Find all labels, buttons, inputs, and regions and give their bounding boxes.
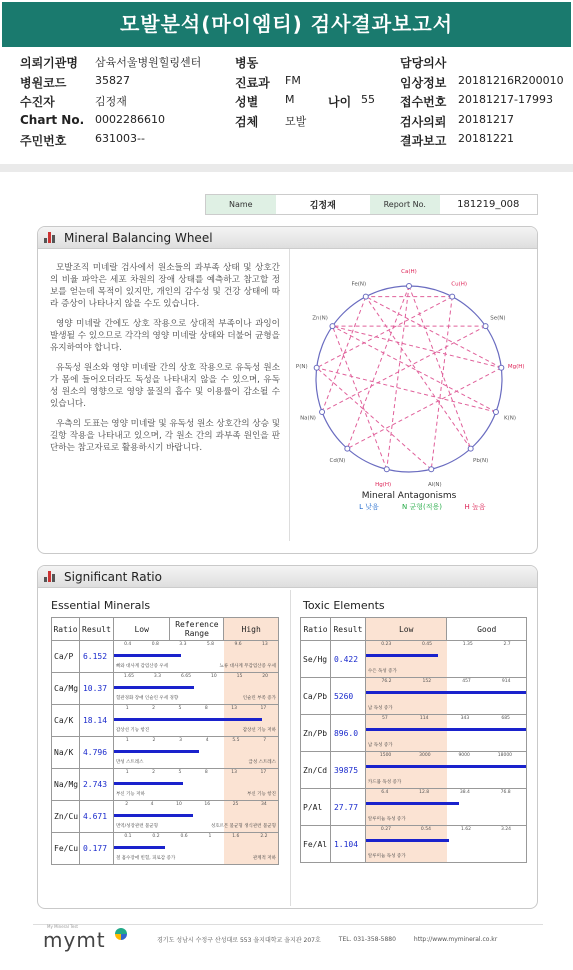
wheel-node-label: Fe(N) (351, 281, 367, 288)
antagonism-link (317, 368, 496, 412)
ratio-scale (113, 673, 278, 705)
scale-tick: 0.45 (422, 642, 433, 647)
scale-tick: 17 (260, 770, 267, 775)
wheel-node (493, 409, 498, 414)
ratio-bar (366, 839, 449, 842)
report-title: 모발분석(마이엠티) 검사결과보고서 (2, 2, 571, 47)
sex-value: M (285, 93, 295, 106)
scale-tick: 25 (232, 802, 239, 807)
scale-tick: 2 (125, 802, 129, 807)
ratio-row (301, 641, 527, 678)
rrn-label: 주민번호 (20, 134, 67, 148)
scale-tick: 18000 (497, 753, 513, 758)
legend-low: L 낮음 (359, 503, 379, 511)
ratio-result: 896.0 (330, 715, 365, 752)
toxic-header-good: Good (447, 618, 527, 641)
scale-tick: 16 (204, 802, 211, 807)
ratio-row (301, 752, 527, 789)
scale-tick: 3000 (419, 753, 431, 758)
ratio-result: 0.177 (79, 833, 113, 865)
antagonism-link (387, 286, 409, 469)
wheel-paragraph: 모발조직 미네랄 검사에서 원소들의 과부족 상태 및 상호간의 비율 파악은 세포 차원의 장애 상태를 예측하고 참고할 정보를 얻는데 목적이 있지만, 개인의 감수성 및 건강 상태에 따라 증상이 나타나지 않을 수도 있습니다. (50, 263, 280, 309)
doctor-label: 담당의사 (400, 56, 447, 70)
wheel-node (320, 409, 325, 414)
age-value: 55 (361, 93, 375, 106)
scale-tick: 2.7 (503, 642, 511, 647)
scale-tick: 34 (260, 802, 267, 807)
high-note: 관계적 저하 (252, 856, 276, 861)
ratio-panel-header (38, 566, 537, 588)
scale-ticks (114, 738, 278, 743)
high-note: 성호르몬 불균형 생식관련 불균형 (210, 824, 276, 829)
scale-tick: 4 (150, 802, 154, 807)
antagonism-link (317, 297, 453, 368)
brand-logo (43, 923, 127, 952)
scale-tick: 5.5 (232, 738, 240, 743)
name-value: 김정재 (309, 201, 336, 211)
wheel-node-label: Hg(H) (375, 481, 392, 488)
ratio-scale (365, 715, 526, 752)
antagonism-link (431, 297, 452, 470)
scale-tick: 2 (152, 738, 156, 743)
scale-tick: 0.4 (124, 642, 132, 647)
specimen-label: 검체 (235, 114, 259, 129)
essential-table (51, 617, 279, 865)
scale-tick: 0.23 (381, 642, 392, 647)
low-note: 면역/성장관련 불균형 (115, 824, 159, 829)
scale-tick: 3.3 (179, 642, 187, 647)
wheel-node (407, 284, 412, 289)
scale-tick: 20 (262, 674, 269, 679)
low-note: 알루미늄 독성 증가 (367, 817, 406, 822)
ratio-row (52, 801, 279, 833)
scale-tick: 1 (125, 738, 129, 743)
scale-tick: 2.2 (260, 834, 268, 839)
institution-label: 의뢰기관명 (20, 56, 78, 70)
legend-normal: N 균형(적용) (402, 503, 442, 511)
low-note: 혈관경화 장애 인슐린 우세 경향 (115, 696, 179, 701)
hospcode-value: 35827 (95, 73, 130, 87)
scale-tick: 0.8 (151, 642, 159, 647)
scale-tick: 10 (210, 674, 217, 679)
ratio-bar (366, 691, 526, 694)
ratio-bar (366, 765, 526, 768)
scale-tick: 9000 (458, 753, 470, 758)
high-note: 인슐린 부족 증가 (242, 696, 276, 701)
low-note: 카드뮴 독성 증가 (367, 780, 402, 785)
low-note: 알루미늄 독성 증가 (367, 854, 406, 859)
wheel-node (345, 446, 350, 451)
scale-tick: 1500 (379, 753, 392, 758)
wheel-node-label: Cd(N) (329, 457, 346, 464)
scale-tick: 1.35 (462, 642, 473, 647)
report-label: 결과보고 (400, 134, 447, 148)
ratio-row (301, 826, 527, 863)
low-note: 갑상선 기능 항진 (115, 728, 150, 733)
ratio-bar (366, 728, 526, 731)
toxic-header-low: Low (365, 618, 447, 641)
scale-tick: 17 (260, 706, 267, 711)
ratio-name: Fe/Al (301, 826, 331, 863)
scale-tick: 0.2 (152, 834, 160, 839)
wheel-panel-header (38, 227, 537, 249)
scale-tick: 8 (204, 706, 208, 711)
scale-ticks (114, 674, 278, 679)
toxic-table (300, 617, 527, 863)
scale-tick: 3 (179, 738, 182, 743)
low-note: 납 독성 증가 (367, 706, 393, 711)
wheel-title: Mineral Balancing Wheel (64, 230, 213, 245)
ratio-name: Zn/Cu (52, 801, 80, 833)
wheel-node (483, 324, 488, 329)
scale-tick: 1.62 (460, 827, 471, 832)
scale-ticks (366, 679, 526, 684)
chart-label: Chart No. (20, 112, 85, 127)
scale-tick: 6.4 (381, 790, 389, 795)
ratio-row (301, 678, 527, 715)
wheel-caption: Mineral Antagonisms (361, 491, 457, 501)
age-label: 나이 (328, 95, 352, 109)
ratio-result: 18.14 (79, 705, 113, 737)
scale-tick: 1 (125, 706, 129, 711)
examinee-value: 김정재 (95, 95, 127, 108)
antagonism-wheel (289, 249, 538, 549)
ratio-row (52, 833, 279, 865)
specimen-value: 모발 (285, 114, 307, 128)
high-note: 부신 기능 항진 (247, 792, 276, 797)
antagonism-link (322, 326, 485, 412)
ratio-name: Ca/Mg (52, 673, 80, 705)
ratio-name: Se/Hg (301, 641, 331, 678)
ratio-name: Na/K (52, 737, 80, 769)
ratio-bar (366, 654, 438, 657)
scale-tick: 12.8 (419, 790, 430, 795)
scale-tick: 6.65 (180, 674, 192, 679)
footer-url: http://www.mymineral.co.kr (413, 936, 498, 943)
scale-tick: 0.54 (420, 827, 431, 832)
ratio-row (52, 673, 279, 705)
section-divider (0, 164, 573, 172)
hospcode-label: 병원코드 (20, 75, 67, 90)
wheel-paragraph: 우측의 도표는 영양 미네랄 및 유독성 원소 상호간의 상승 및 길항 작용을 나타내고 있으며, 각 원소 간의 과부족 원인을 판단하는 참고자료로 활용하시기 바랍니다. (50, 419, 280, 453)
chart-value: 0002286610 (95, 112, 165, 126)
scale-ticks (114, 802, 278, 807)
scale-tick: 914 (501, 679, 511, 684)
scale-ticks (114, 834, 278, 839)
ratio-bar (114, 686, 194, 689)
low-note: 만성 스트레스 (115, 760, 144, 765)
high-note: 급성 스트레스 (248, 760, 276, 765)
ratio-bar (114, 718, 262, 721)
ratio-row (301, 715, 527, 752)
footer-tel: TEL. 031-358-5880 (338, 936, 396, 943)
dept-value: FM (285, 73, 301, 87)
scale-tick: 9.6 (234, 642, 242, 647)
antagonism-link (329, 326, 386, 469)
high-note: 뇨류 대사계 무감염산증 우세 (219, 664, 276, 669)
wheel-node-label: Pb(N) (473, 457, 489, 464)
antagonism-link (409, 286, 471, 449)
dept-label: 진료과 (235, 75, 270, 90)
antagonism-link (366, 297, 502, 368)
toxic-header-ratio: Ratio (301, 618, 331, 641)
scale-tick: 0.27 (380, 827, 391, 832)
scale-tick: 457 (462, 679, 471, 684)
essential-header-result: Result (79, 618, 113, 641)
scale-tick: 3.3 (153, 674, 162, 679)
wheel-node (468, 446, 473, 451)
wheel-node-label: Al(N) (427, 481, 442, 488)
name-label: Name (206, 195, 276, 214)
ratio-panel (37, 565, 538, 909)
essential-header-reference: Reference Range (170, 618, 224, 641)
low-note: 부신 기능 저하 (115, 792, 145, 797)
ratio-scale (113, 641, 278, 673)
essential-title: Essential Minerals (51, 599, 151, 612)
wheel-node-label: Zn(N) (312, 315, 328, 322)
name-box (205, 194, 538, 215)
ratio-scale (365, 641, 526, 678)
wheel-node (429, 467, 434, 472)
antagonism-link (332, 326, 495, 412)
ratio-result: 2.743 (79, 769, 113, 801)
ratio-result: 27.77 (330, 789, 365, 826)
footer (33, 924, 543, 954)
ratio-row (52, 769, 279, 801)
report-value: 20181221 (458, 132, 514, 145)
wheel-node-label: Mg(H) (507, 363, 525, 370)
essential-header-ratio: Ratio (52, 618, 80, 641)
ratio-result: 4.671 (79, 801, 113, 833)
ratio-title: Significant Ratio (64, 569, 162, 584)
scale-tick: 15 (236, 674, 243, 679)
ratio-result: 4.796 (79, 737, 113, 769)
ratio-scale (365, 752, 526, 789)
institution-value: 삼육서울병원힐링센터 (95, 56, 202, 69)
scale-tick: 1.6 (232, 834, 240, 839)
scale-tick: 76.8 (500, 790, 511, 795)
scale-ticks (114, 706, 278, 711)
ratio-bar (114, 814, 193, 817)
rrn-value: 631003-- (95, 132, 145, 145)
ratio-name: Zn/Cd (301, 752, 331, 789)
scale-tick: 1.65 (123, 674, 134, 679)
ratio-result: 39875 (330, 752, 365, 789)
ratio-row (52, 737, 279, 769)
wheel-description (50, 262, 280, 462)
ratio-name: Zn/Pb (301, 715, 331, 752)
ratio-scale (113, 705, 278, 737)
ratio-scale (365, 826, 526, 863)
ratio-row (52, 705, 279, 737)
ratio-scale (113, 833, 278, 865)
scale-tick: 1 (208, 834, 212, 839)
scale-ticks (114, 642, 278, 647)
scale-tick: 2 (152, 706, 155, 711)
scale-tick: 1 (125, 770, 129, 775)
scale-tick: 343 (460, 716, 470, 721)
ratio-name: Ca/Pb (301, 678, 331, 715)
scale-tick: 38.4 (459, 790, 470, 795)
brand-name: mymt (43, 927, 106, 952)
wheel-node-label: K(N) (503, 415, 516, 422)
scale-ticks (114, 770, 278, 775)
ratio-result: 0.422 (330, 641, 365, 678)
report-no-label: Report No. (370, 195, 440, 214)
scale-tick: 0.1 (124, 834, 132, 839)
wheel-node-label: P(N) (295, 363, 308, 370)
scale-tick: 13 (231, 770, 237, 775)
wheel-node-label: Na(N) (300, 415, 316, 422)
scale-tick: 76.2 (381, 679, 392, 684)
toxic-title: Toxic Elements (303, 599, 385, 612)
examinee-label: 수진자 (20, 95, 55, 109)
bar-chart-icon (44, 571, 58, 582)
scale-ticks (366, 642, 526, 647)
scale-tick: 7 (263, 738, 267, 743)
wheel-paragraph: 영양 미네랄 간에도 상호 작용으로 상대적 부족이나 과잉이 발생될 수 있으므로 각각의 영양 미네랄 상태와 더불어 균형을 유지하여야 합니다. (50, 319, 280, 353)
ratio-bar (114, 750, 199, 753)
toxic-header-result: Result (330, 618, 365, 641)
scale-tick: 152 (422, 679, 432, 684)
scale-tick: 13 (231, 706, 237, 711)
patient-info (20, 54, 564, 152)
scale-ticks (366, 827, 526, 832)
brand-logo-icon (115, 928, 127, 940)
wheel-node (363, 294, 368, 299)
scale-tick: 685 (501, 716, 510, 721)
scale-tick: 5 (178, 706, 182, 711)
scale-ticks (366, 753, 526, 758)
antagonism-link (347, 368, 501, 449)
wheel-circle (316, 286, 502, 472)
ratio-bar (114, 782, 183, 785)
wheel-node (499, 365, 504, 370)
low-note: 수은 독성 증가 (367, 669, 397, 674)
wheel-node (314, 365, 319, 370)
ratio-result: 1.104 (330, 826, 365, 863)
request-label: 검사의뢰 (400, 114, 447, 129)
ratio-scale (113, 769, 278, 801)
ratio-row (301, 789, 527, 826)
antagonism-link (322, 297, 366, 412)
bar-chart-icon (44, 232, 58, 243)
brand-small: My Mineral Test (47, 923, 79, 929)
wheel-node-label: Ca(H) (401, 269, 417, 275)
scale-tick: 8 (204, 770, 208, 775)
scale-tick: 0.6 (180, 834, 188, 839)
ratio-scale (113, 737, 278, 769)
scale-ticks (366, 790, 526, 795)
scale-tick: 10 (176, 802, 182, 807)
wheel-paragraph: 유독성 원소와 영양 미네랄 간의 상호 작용으로 유독성 원소가 몸에 들어오더라도 독성을 나타내지 않을 수 있으며, 유독성 원소의 영향으로 영양 물질의 흡수 및 이용률이 감소될 수 있습니다. (50, 363, 280, 409)
receipt-label: 접수번호 (400, 95, 447, 109)
scale-tick: 114 (419, 716, 429, 721)
ratio-name: P/Al (301, 789, 331, 826)
ratio-result: 10.37 (79, 673, 113, 705)
request-value: 20181217 (458, 112, 514, 126)
clinical-value: 20181216R200010 (458, 73, 564, 87)
low-note: 철 흡수장애 빈혈, 피로감 증가 (115, 856, 176, 861)
ratio-scale (365, 678, 526, 715)
report-no-value: 181219_008 (457, 199, 520, 210)
high-note: 갑상선 기능 저하 (242, 728, 276, 733)
wheel-panel (37, 226, 538, 554)
antagonism-link (347, 286, 409, 449)
low-note: 뼈와 대사계 감염산증 우세 (115, 664, 169, 669)
ratio-result: 6.152 (79, 641, 113, 673)
ratio-bar (114, 846, 165, 849)
ratio-name: Ca/K (52, 705, 80, 737)
sex-label: 성별 (235, 95, 259, 109)
wheel-node (450, 294, 455, 299)
ratio-scale (365, 789, 526, 826)
wheel-node-label: Cu(H) (451, 281, 468, 288)
scale-tick: 5 (178, 770, 182, 775)
low-note: 납 독성 증가 (367, 743, 393, 748)
footer-address: 경기도 성남시 수정구 산성대로 553 을지대학교 을지관 207호 (157, 937, 321, 944)
ratio-row (52, 641, 279, 673)
ratio-divider (290, 590, 291, 906)
scale-ticks (366, 716, 526, 721)
antagonism-link (332, 326, 501, 368)
scale-tick: 3.24 (500, 827, 511, 832)
scale-tick: 4 (205, 738, 209, 743)
essential-header-low: Low (113, 618, 170, 641)
scale-tick: 13 (262, 642, 268, 647)
ratio-name: Fe/Cu (52, 833, 80, 865)
ratio-bar (366, 802, 459, 805)
scale-tick: 57 (381, 716, 388, 721)
ward-label: 병동 (235, 56, 259, 70)
essential-header-high: High (224, 618, 279, 641)
scale-tick: 5.8 (206, 642, 215, 647)
legend-high: H 높음 (464, 503, 486, 511)
ratio-scale (113, 801, 278, 833)
ratio-bar (114, 654, 181, 657)
clinical-label: 임상정보 (400, 75, 447, 90)
antagonism-link (317, 368, 432, 470)
ratio-name: Ca/P (52, 641, 80, 673)
wheel-node-label: Se(N) (490, 315, 506, 322)
wheel-node (384, 467, 389, 472)
ratio-name: Na/Mg (52, 769, 80, 801)
ratio-result: 5260 (330, 678, 365, 715)
scale-tick: 2 (152, 770, 155, 775)
wheel-node (330, 324, 335, 329)
receipt-value: 20181217-17993 (458, 93, 553, 106)
